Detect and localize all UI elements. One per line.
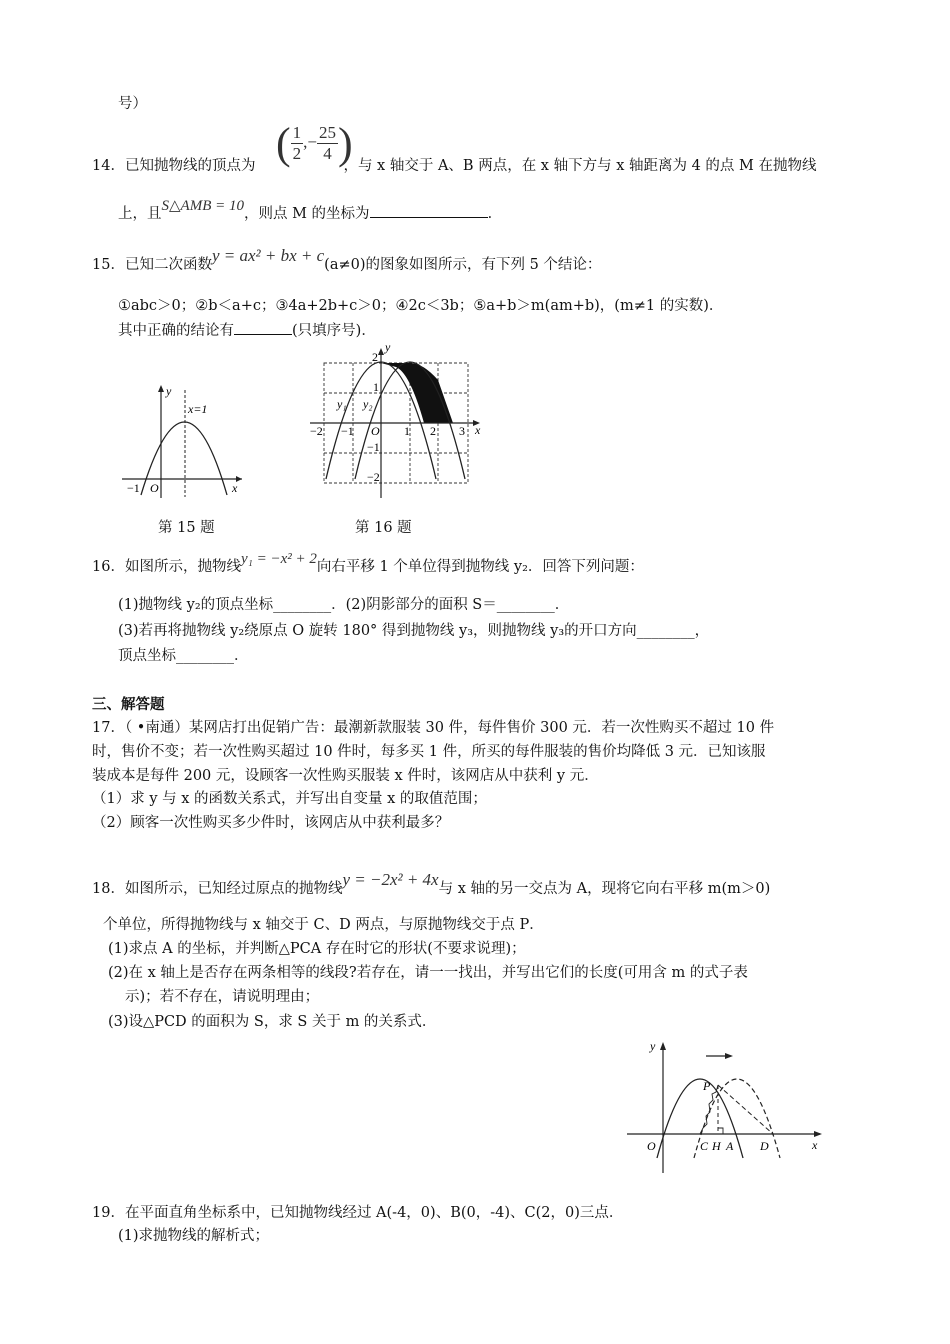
- previous-question-tail: 号）: [118, 96, 147, 112]
- y-label: y: [385, 340, 391, 354]
- q18-line2: 个单位，所得抛物线与 x 轴交于 C、D 两点，与原抛物线交于点 P．: [103, 917, 544, 933]
- vertex-fraction: ( $\frac{1}{2}$ ,− $\frac{25}{4}$ ): [276, 119, 353, 168]
- text: 其中正确的结论有: [118, 323, 234, 339]
- fraction-numerator: 1: [292, 123, 302, 142]
- x-tick-label: 2: [430, 424, 436, 438]
- text: 向右平移 1 个单位得到抛物线 y₂．回答下列问题：: [316, 559, 644, 575]
- text: 14．已知抛物线的顶点为: [92, 158, 256, 174]
- text: (只填序号)．: [292, 323, 376, 339]
- text: 16．如图所示，抛物线: [92, 559, 241, 575]
- fraction-denominator: 2: [292, 144, 302, 163]
- q18-part2: (2)在 x 轴上是否存在两条相等的线段?若存在，请一一找出，并写出它们的长度(可用含 m 的式子表: [108, 965, 748, 981]
- point-h-label: H: [712, 1139, 721, 1153]
- figure-16-caption: 第 16 题: [355, 520, 412, 536]
- y-axis-arrow-icon: [660, 1042, 666, 1050]
- origin-label: O: [371, 424, 380, 438]
- point-c-label: C: [700, 1139, 709, 1153]
- q16-part3: (3)若再将抛物线 y₂绕原点 O 旋转 180° 得到抛物线 y₃，则抛物线 y₃的开口方向________，: [118, 623, 710, 639]
- text: 18．如图所示，已知经过原点的抛物线: [92, 881, 343, 897]
- parabola-formula: y = −2x² + 4x: [342, 870, 439, 889]
- x-label: x: [232, 481, 238, 495]
- origin-label: O: [647, 1139, 656, 1153]
- x-axis-arrow-icon: [814, 1131, 822, 1137]
- q15-conclusions: ①abc＞0；②b＜a+c；③4a+2b+c＞0；④2c＜3b；⑤a+b＞m(am+b)，(m≠1 的实数)．: [118, 298, 724, 314]
- q19-line1: 19．在平面直角坐标系中，已知抛物线经过 A(-4，0)、B(0，-4)、C(2，0)三点．: [92, 1205, 624, 1221]
- point-d-label: D: [760, 1139, 769, 1153]
- y2-label: y₂: [363, 397, 373, 411]
- point-a-label: A: [726, 1139, 734, 1153]
- y-tick-label: −1: [367, 440, 380, 454]
- text: ，则点 M 的坐标为: [243, 206, 370, 222]
- x-label: x: [812, 1138, 818, 1152]
- q17-line: 时，售价不变；若一次性购买超过 10 件时，每多买 1 件，所买的每件服装的售价均降低 3 元．已知该服: [92, 744, 766, 760]
- text: 与 x 轴的另一交点为 A，现将它向右平移 m(m＞0): [438, 881, 771, 897]
- text: 15．已知二次函数: [92, 257, 212, 273]
- section-heading: 三、解答题: [92, 697, 165, 713]
- q19-part1: (1)求抛物线的解析式；: [118, 1228, 270, 1244]
- q17-part1: （1）求 y 与 x 的函数关系式，并写出自变量 x 的取值范围；: [92, 791, 487, 807]
- root-label: −1: [127, 481, 140, 495]
- q18-part1: (1)求点 A 的坐标，并判断△PCA 存在时它的形状(不要求说理)；: [108, 941, 526, 957]
- text: ，与 x 轴交于 A、B 两点，在 x 轴下方与 x 轴距离为 4 的点 M 在抛物线: [343, 158, 817, 174]
- q17-part2: （2）顾客一次性购买多少件时，该网店从中获利最多？: [92, 815, 450, 831]
- q18-part3: (3)设△PCD 的面积为 S，求 S 关于 m 的关系式．: [108, 1014, 437, 1030]
- x-label: x: [475, 423, 481, 437]
- origin-label: O: [150, 481, 159, 495]
- y-tick-label: −2: [367, 470, 380, 484]
- x-tick-label: −1: [341, 424, 354, 438]
- text: ．: [487, 206, 503, 222]
- area-formula: S△AMB = 10: [161, 198, 244, 214]
- fraction-numerator: 25: [319, 123, 336, 142]
- y-label: y: [650, 1039, 656, 1053]
- q17-line: 17．（ •南通）某网店打出促销广告：最潮新款服装 30 件，每件售价 300 元．若一次性购买不超过 10 件: [92, 720, 775, 736]
- right-arrow-icon: [725, 1053, 733, 1059]
- figure-15-caption: 第 15 题: [158, 520, 215, 536]
- y1-label: y₁: [337, 397, 347, 411]
- x-tick-label: −2: [310, 424, 323, 438]
- q17-line: 装成本是每件 200 元，设顾客一次性购买服装 x 件时，该网店从中获利 y 元．: [92, 768, 599, 784]
- quadratic-formula: y = ax² + bx + c: [211, 246, 325, 265]
- text: 上，且: [118, 206, 162, 222]
- x-tick-label: 3: [459, 424, 465, 438]
- y-label: y: [166, 384, 172, 398]
- y-tick-label: 1: [373, 380, 379, 394]
- minus-sign: −: [307, 132, 317, 152]
- parabola-formula: y₁ = −x² + 2: [240, 551, 317, 567]
- q16-part1-2: (1)抛物线 y₂的顶点坐标________．(2)阴影部分的面积 S＝________．: [118, 597, 570, 613]
- x-tick-label: 1: [404, 424, 410, 438]
- q16-part3-continued: 顶点坐标________．: [118, 648, 249, 664]
- right-angle-mark: [718, 1128, 723, 1134]
- symmetry-axis-label: x=1: [188, 402, 208, 416]
- point-p-label: P: [703, 1079, 711, 1093]
- fraction-denominator: 4: [323, 144, 332, 163]
- text: (a≠0)的图象如图所示，有下列 5 个结论：: [324, 257, 602, 273]
- y-tick-label: 2: [372, 350, 378, 364]
- q18-part2-continued: 示)；若不存在，请说明理由；: [125, 989, 320, 1005]
